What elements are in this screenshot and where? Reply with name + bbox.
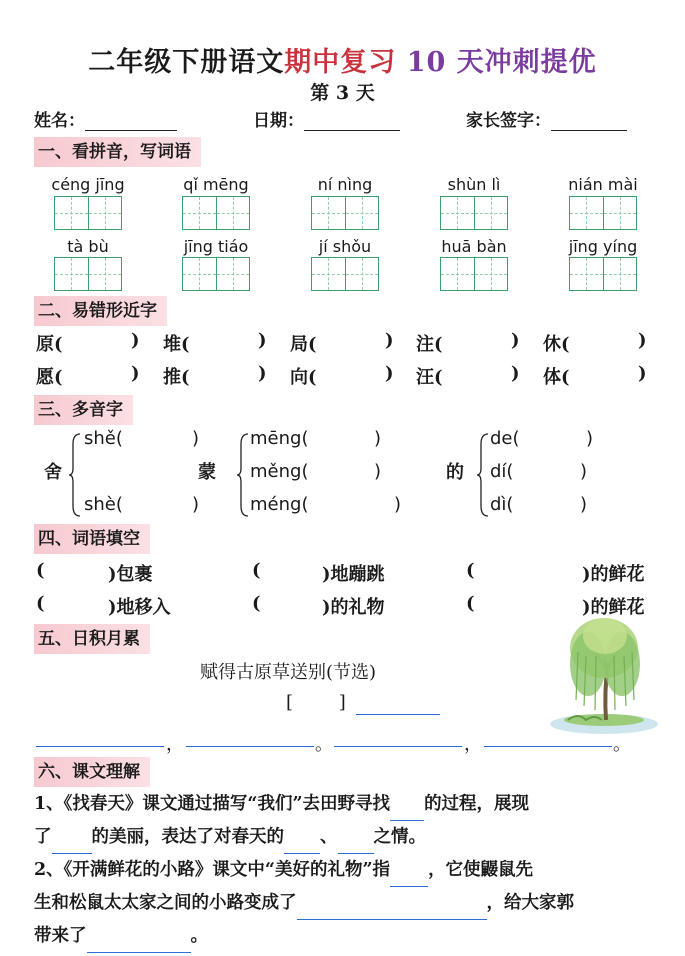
close-paren: ) xyxy=(192,494,200,515)
similar-char-item[interactable]: 注( xyxy=(416,334,443,355)
pinyin-label: jīng tiáo xyxy=(183,237,249,256)
parent-signature-blank[interactable] xyxy=(551,112,627,131)
poem-period: 。 xyxy=(613,734,631,755)
close-paren: ) xyxy=(258,363,267,384)
polyphonic-char-de: 的 xyxy=(446,462,464,483)
close-paren: ) xyxy=(131,330,140,351)
writing-grid[interactable] xyxy=(54,196,122,230)
fill-word-item: )包裹 xyxy=(108,564,153,585)
similar-char-item[interactable]: 局( xyxy=(290,334,317,355)
close-paren: ) xyxy=(638,363,647,384)
writing-grid[interactable] xyxy=(182,257,250,291)
writing-grid[interactable] xyxy=(440,257,508,291)
page-title xyxy=(0,40,685,79)
writing-grid[interactable] xyxy=(54,257,122,291)
fill-word-item: )的鲜花 xyxy=(582,597,645,618)
similar-char-item[interactable]: 体( xyxy=(543,367,570,388)
title-part-review: 期中复习 xyxy=(284,47,397,78)
question-1-line-1: 1、《找春天》课文通过描写“我们”去田野寻找 的过程，展现 xyxy=(34,788,654,821)
fill-word-item: )的礼物 xyxy=(322,597,385,618)
writing-grid[interactable] xyxy=(311,257,379,291)
writing-grid[interactable] xyxy=(569,257,637,291)
question-2-line-3: 带来了 。 xyxy=(34,920,654,953)
writing-grid[interactable] xyxy=(440,196,508,230)
close-paren: ) xyxy=(374,461,382,482)
section-header-pinyin: 一、看拼音，写词语 xyxy=(34,137,201,167)
close-paren: ) xyxy=(258,330,267,351)
pinyin-label: jīng yíng xyxy=(568,237,638,256)
answer-blank[interactable] xyxy=(338,836,374,854)
poem-period: 。 xyxy=(315,734,333,755)
close-paren: ) xyxy=(374,428,382,449)
polyphonic-char-she: 舍 xyxy=(44,462,62,483)
section-header-comprehension: 六、课文理解 xyxy=(34,757,150,787)
close-paren: ) xyxy=(394,494,402,515)
close-paren: ) xyxy=(192,428,200,449)
poem-comma: ， xyxy=(464,734,482,755)
parent-signature-label: 家长签字： xyxy=(466,111,551,131)
close-paren: ) xyxy=(511,363,520,384)
pinyin-reading[interactable]: dì( xyxy=(490,494,514,515)
pinyin-reading[interactable]: de( xyxy=(490,428,520,449)
close-paren: ) xyxy=(586,428,594,449)
poem-comma: ， xyxy=(166,734,184,755)
title-part-grade: 二年级下册语文 xyxy=(88,47,285,78)
close-paren: ) xyxy=(385,363,394,384)
poem-line-blank[interactable] xyxy=(484,746,612,747)
pinyin-reading[interactable]: shě( xyxy=(84,428,123,449)
close-paren: ) xyxy=(385,330,394,351)
similar-char-item[interactable]: 推( xyxy=(163,367,190,388)
brace-icon xyxy=(68,432,82,518)
day-subtitle: 第 3 天 xyxy=(310,82,375,104)
question-1-line-2: 了 的美丽，表达了对春天的 、 之情。 xyxy=(34,821,654,854)
similar-char-item[interactable]: 向( xyxy=(290,367,317,388)
pinyin-label: céng jīng xyxy=(51,175,125,194)
pinyin-reading[interactable]: shè( xyxy=(84,494,123,515)
fill-word-item: )的鲜花 xyxy=(582,564,645,585)
pinyin-reading[interactable]: mēng( xyxy=(250,428,309,449)
close-paren: ) xyxy=(511,330,520,351)
open-paren[interactable]: ( xyxy=(466,560,475,581)
answer-blank[interactable] xyxy=(390,869,428,887)
poem-author-bracket[interactable]: [ ] xyxy=(286,692,346,713)
close-paren: ) xyxy=(580,461,588,482)
pinyin-label: ní nìng xyxy=(317,175,373,194)
section-header-similar-chars: 二、易错形近字 xyxy=(34,296,167,326)
similar-char-item[interactable]: 休( xyxy=(543,334,570,355)
name-blank[interactable] xyxy=(85,112,177,131)
open-paren[interactable]: ( xyxy=(36,560,45,581)
pinyin-reading[interactable]: dí( xyxy=(490,461,514,482)
date-field[interactable] xyxy=(253,106,400,131)
parent-signature-field[interactable] xyxy=(466,106,627,131)
date-label: 日期： xyxy=(253,111,304,131)
question-2-line-1: 2、《开满鲜花的小路》课文中“美好的礼物”指 ，它使鼹鼠先 xyxy=(34,854,654,887)
similar-char-item[interactable]: 堆( xyxy=(163,334,190,355)
pinyin-reading[interactable]: méng( xyxy=(250,494,309,515)
pinyin-reading[interactable]: měng( xyxy=(250,461,309,482)
close-paren: ) xyxy=(638,330,647,351)
brace-icon xyxy=(236,432,250,518)
fill-word-item: )地移入 xyxy=(108,597,171,618)
pinyin-label: tà bù xyxy=(67,237,109,256)
date-blank[interactable] xyxy=(304,112,400,131)
open-paren[interactable]: ( xyxy=(466,593,475,614)
name-label: 姓名： xyxy=(34,111,85,131)
open-paren[interactable]: ( xyxy=(36,593,45,614)
fill-word-item: )地蹦跳 xyxy=(322,564,385,585)
writing-grid[interactable] xyxy=(311,196,379,230)
pinyin-label: huā bàn xyxy=(441,237,507,256)
brace-icon xyxy=(476,432,490,518)
pinyin-label: jí shǒu xyxy=(318,237,372,256)
open-paren[interactable]: ( xyxy=(252,593,261,614)
name-field[interactable] xyxy=(34,106,177,131)
close-paren: ) xyxy=(131,363,140,384)
poem-title: 赋得古原草送别(节选) xyxy=(200,662,377,683)
answer-blank[interactable] xyxy=(390,803,424,821)
poem-author-blank[interactable] xyxy=(356,714,440,715)
section-header-accumulation: 五、日积月累 xyxy=(34,624,150,654)
answer-blank[interactable] xyxy=(284,836,320,854)
polyphonic-char-meng: 蒙 xyxy=(198,462,216,483)
similar-char-item[interactable]: 愿( xyxy=(36,367,63,388)
poem-line-blank[interactable] xyxy=(36,746,164,747)
similar-char-item[interactable]: 原( xyxy=(36,334,63,355)
question-2-line-2: 生和松鼠太太家之间的小路变成了 ，给大家郭 xyxy=(34,887,654,920)
open-paren[interactable]: ( xyxy=(252,560,261,581)
poem-line-blank[interactable] xyxy=(334,746,462,747)
title-part-sprint: 10 天冲刺提优 xyxy=(406,47,597,78)
section-header-fill-words: 四、词语填空 xyxy=(34,524,150,554)
writing-grid[interactable] xyxy=(182,196,250,230)
answer-blank[interactable] xyxy=(87,935,191,953)
pinyin-label: qǐ mēng xyxy=(183,175,249,194)
answer-blank[interactable] xyxy=(52,836,92,854)
pinyin-label: nián mài xyxy=(568,175,638,194)
pinyin-label: shùn lì xyxy=(447,175,501,194)
section-header-polyphonic: 三、多音字 xyxy=(34,395,133,425)
writing-grid[interactable] xyxy=(569,196,637,230)
answer-blank[interactable] xyxy=(297,902,487,920)
close-paren: ) xyxy=(580,494,588,515)
poem-line-blank[interactable] xyxy=(186,746,314,747)
willow-tree-illustration xyxy=(548,612,660,736)
similar-char-item[interactable]: 汪( xyxy=(416,367,443,388)
